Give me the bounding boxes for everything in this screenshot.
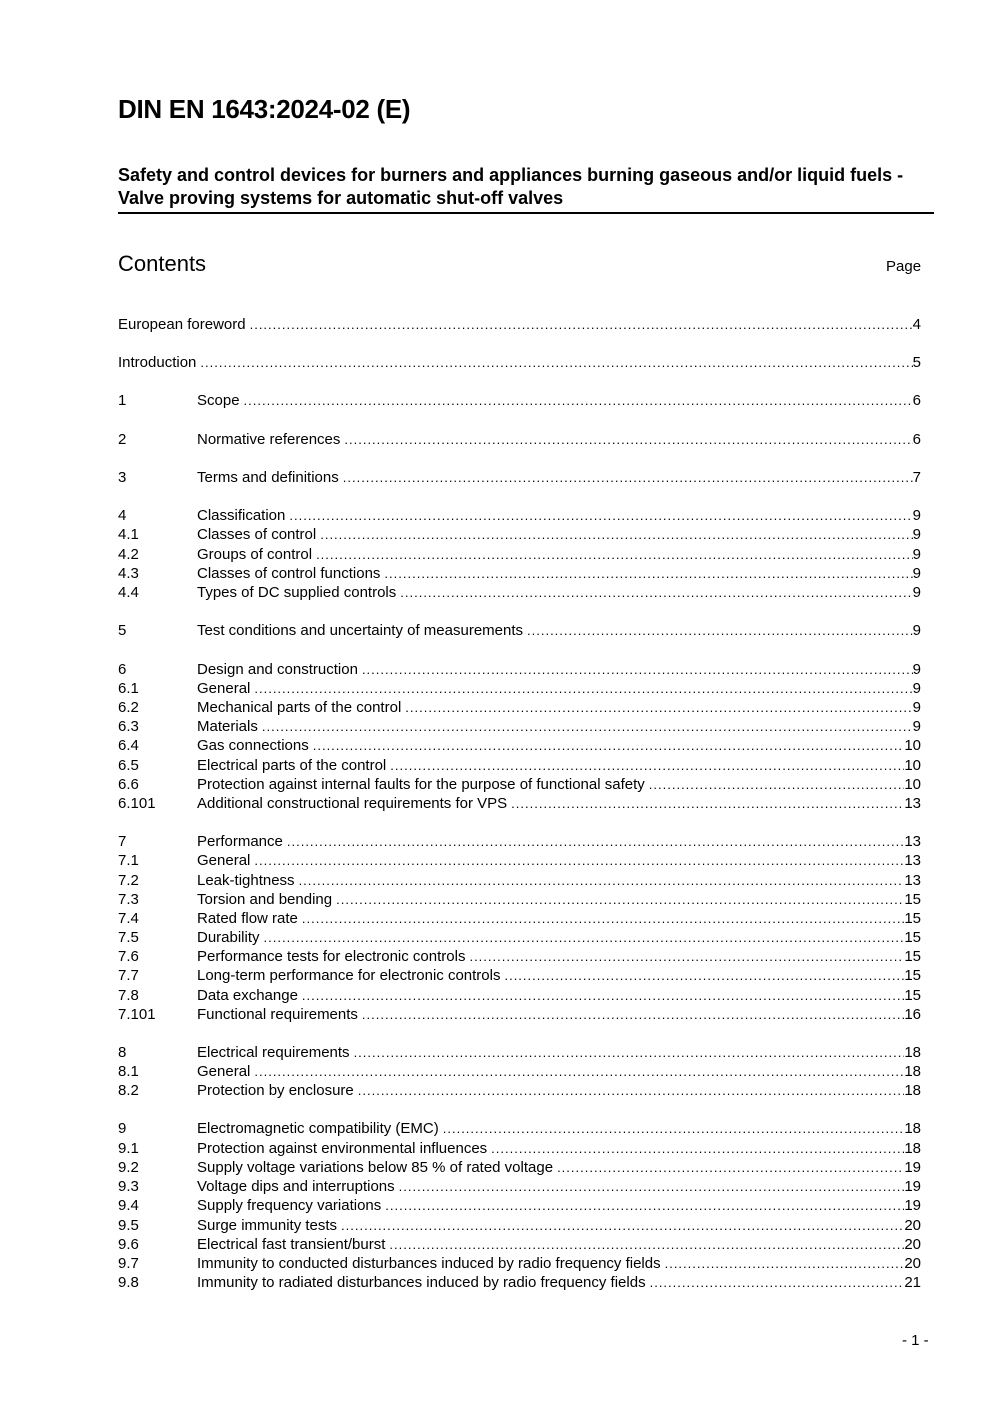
toc-section-number: 9.3 (118, 1178, 139, 1195)
toc-page-number: 18 (904, 1120, 921, 1137)
page-column-label: Page (886, 258, 922, 275)
toc-section-title: Protection by enclosure (197, 1082, 354, 1099)
toc-section-number: 7.1 (118, 852, 139, 869)
toc-section-title: Protection against environmental influences (197, 1140, 488, 1157)
toc-section-number: 4.1 (118, 526, 139, 543)
toc-entry[interactable] (118, 717, 921, 736)
toc-dot-leader (649, 775, 905, 794)
toc-page-number: 6 (912, 431, 921, 448)
toc-section-title: Electromagnetic compatibility (EMC) (197, 1120, 439, 1137)
toc-section-title: Terms and definitions (197, 469, 339, 486)
toc-section-number: 9.4 (118, 1197, 139, 1214)
toc-dot-leader (254, 851, 904, 870)
toc-entry[interactable] (118, 1177, 921, 1196)
toc-section-number: 6.5 (118, 757, 139, 774)
toc-section-title: Additional constructional requirements for VPS (197, 795, 508, 812)
page-number: - 1 - (902, 1332, 929, 1349)
toc-dot-leader (341, 1216, 904, 1235)
toc-section-title: Introduction (118, 354, 197, 371)
toc-section-title: Functional requirements (197, 1006, 358, 1023)
toc-section-number: 4.3 (118, 565, 139, 582)
toc-section-title: Leak-tightness (197, 872, 295, 889)
toc-section-number: 7.7 (118, 967, 139, 984)
toc-section-title: Electrical fast transient/burst (197, 1236, 386, 1253)
toc-page-number: 15 (904, 891, 921, 908)
toc-page-number: 13 (904, 852, 921, 869)
toc-page-number: 15 (904, 967, 921, 984)
toc-dot-leader (557, 1158, 904, 1177)
toc-dot-leader (354, 1043, 905, 1062)
toc-section-title: Rated flow rate (197, 910, 298, 927)
toc-page-number: 20 (904, 1255, 921, 1272)
toc-page-number: 13 (904, 872, 921, 889)
toc-page-number: 9 (912, 680, 921, 697)
toc-dot-leader (313, 736, 905, 755)
toc-dot-leader (287, 832, 904, 851)
toc-dot-leader (385, 1196, 904, 1215)
toc-page-number: 16 (904, 1006, 921, 1023)
toc-section-title: Design and construction (197, 661, 358, 678)
toc-dot-leader (320, 525, 912, 544)
toc-section-number: 7.8 (118, 987, 139, 1004)
toc-dot-leader (262, 717, 913, 736)
toc-section-number: 4 (118, 507, 127, 524)
toc-page-number: 20 (904, 1236, 921, 1253)
toc-page-number: 19 (904, 1197, 921, 1214)
toc-page-number: 10 (904, 757, 921, 774)
toc-page-number: 10 (904, 737, 921, 754)
toc-section-number: 9.8 (118, 1274, 139, 1291)
toc-dot-leader (316, 545, 913, 564)
toc-section-title: Scope (197, 392, 240, 409)
toc-section-title: Data exchange (197, 987, 298, 1004)
toc-entry[interactable] (118, 1062, 921, 1081)
toc-section-number: 6.6 (118, 776, 139, 793)
toc-section-number: 7.6 (118, 948, 139, 965)
toc-section-title: Classes of control (197, 526, 317, 543)
toc-section-title: General (197, 852, 251, 869)
toc-entry[interactable] (118, 871, 921, 890)
toc-page-number: 9 (912, 584, 921, 601)
toc-entry[interactable] (118, 794, 921, 813)
toc-section-number: 9.1 (118, 1140, 139, 1157)
toc-section-title: Torsion and bending (197, 891, 333, 908)
toc-page-number: 15 (904, 910, 921, 927)
toc-dot-leader (511, 794, 904, 813)
toc-section-title: Electrical parts of the control (197, 757, 387, 774)
toc-entry[interactable] (118, 506, 921, 525)
toc-section-number: 8 (118, 1044, 127, 1061)
toc-page-number: 4 (912, 316, 921, 333)
toc-section-title: Immunity to radiated disturbances induced by radio frequency fields (197, 1274, 646, 1291)
toc-page-number: 15 (904, 987, 921, 1004)
toc-page-number: 9 (912, 699, 921, 716)
toc-dot-leader (491, 1139, 904, 1158)
toc-dot-leader (244, 391, 913, 410)
toc-page-number: 13 (904, 833, 921, 850)
toc-section-number: 8.2 (118, 1082, 139, 1099)
toc-entry[interactable] (118, 928, 921, 947)
toc-section-number: 7.2 (118, 872, 139, 889)
toc-page-number: 5 (912, 354, 921, 371)
toc-entry[interactable] (118, 583, 921, 602)
toc-entry[interactable] (118, 1005, 921, 1024)
toc-dot-leader (362, 1005, 904, 1024)
toc-page-number: 18 (904, 1140, 921, 1157)
toc-page-number: 20 (904, 1217, 921, 1234)
toc-section-title: European foreword (118, 316, 246, 333)
toc-section-number: 2 (118, 431, 127, 448)
toc-entry[interactable] (118, 1196, 921, 1215)
contents-heading: Contents (118, 251, 207, 276)
toc-dot-leader (264, 928, 905, 947)
toc-section-title: Types of DC supplied controls (197, 584, 397, 601)
toc-section-number: 9 (118, 1120, 127, 1137)
toc-entry[interactable] (118, 986, 921, 1005)
toc-dot-leader (302, 986, 904, 1005)
toc-section-number: 7.3 (118, 891, 139, 908)
toc-dot-leader (358, 1081, 905, 1100)
toc-dot-leader (254, 679, 912, 698)
toc-dot-leader (302, 909, 904, 928)
toc-page-number: 9 (912, 565, 921, 582)
toc-entry[interactable] (118, 698, 921, 717)
toc-section-number: 7.101 (118, 1006, 156, 1023)
toc-entry[interactable] (118, 679, 921, 698)
toc-page-number: 21 (904, 1274, 921, 1291)
toc-section-title: Mechanical parts of the control (197, 699, 402, 716)
toc-section-title: Groups of control (197, 546, 313, 563)
toc-entry[interactable] (118, 1158, 921, 1177)
toc-entry[interactable] (118, 966, 921, 985)
toc-section-title: Immunity to conducted disturbances induced by radio frequency fields (197, 1255, 661, 1272)
toc-section-number: 9.7 (118, 1255, 139, 1272)
toc-section-number: 4.4 (118, 584, 139, 601)
toc-section-title: General (197, 1063, 251, 1080)
toc-section-number: 6.2 (118, 699, 139, 716)
toc-entry[interactable] (118, 468, 921, 487)
toc-entry[interactable] (118, 1235, 921, 1254)
toc-dot-leader (344, 430, 912, 449)
toc-page-number: 9 (912, 661, 921, 678)
toc-section-title: Long-term performance for electronic controls (197, 967, 501, 984)
toc-entry[interactable] (118, 1043, 921, 1062)
toc-entry[interactable] (118, 947, 921, 966)
toc-section-title: Electrical requirements (197, 1044, 350, 1061)
toc-section-number: 9.6 (118, 1236, 139, 1253)
toc-dot-leader (250, 315, 913, 334)
toc-section-number: 6.1 (118, 680, 139, 697)
toc-section-number: 9.5 (118, 1217, 139, 1234)
toc-section-number: 5 (118, 622, 127, 639)
toc-section-title: Classification (197, 507, 286, 524)
toc-section-title: Durability (197, 929, 260, 946)
toc-entry[interactable] (118, 890, 921, 909)
toc-section-title: Normative references (197, 431, 341, 448)
toc-dot-leader (527, 621, 913, 640)
toc-section-title: Supply frequency variations (197, 1197, 382, 1214)
toc-page-number: 18 (904, 1063, 921, 1080)
toc-section-title: Protection against internal faults for the purpose of functional safety (197, 776, 645, 793)
toc-dot-leader (343, 468, 913, 487)
toc-entry[interactable] (118, 851, 921, 870)
toc-dot-leader (469, 947, 904, 966)
toc-entry[interactable] (118, 621, 921, 640)
toc-page-number: 9 (912, 622, 921, 639)
toc-section-title: Materials (197, 718, 258, 735)
toc-page-number: 7 (912, 469, 921, 486)
toc-page-number: 9 (912, 526, 921, 543)
toc-dot-leader (400, 583, 912, 602)
toc-entry[interactable] (118, 909, 921, 928)
toc-section-title: Supply voltage variations below 85 % of rated voltage (197, 1159, 554, 1176)
toc-entry[interactable] (118, 1273, 921, 1292)
toc-dot-leader (289, 506, 912, 525)
toc-entry[interactable] (118, 545, 921, 564)
toc-section-title: General (197, 680, 251, 697)
toc-dot-leader (650, 1273, 905, 1292)
toc-entry[interactable] (118, 391, 921, 410)
toc-dot-leader (504, 966, 904, 985)
toc-page-number: 6 (912, 392, 921, 409)
toc-dot-leader (390, 756, 904, 775)
toc-section-number: 7 (118, 833, 127, 850)
toc-dot-leader (389, 1235, 904, 1254)
toc-dot-leader (362, 660, 913, 679)
toc-entry[interactable] (118, 564, 921, 583)
toc-page-number: 15 (904, 929, 921, 946)
toc-entry[interactable] (118, 1081, 921, 1100)
toc-page-number: 10 (904, 776, 921, 793)
toc-page-number: 13 (904, 795, 921, 812)
toc-section-title: Test conditions and uncertainty of measurements (197, 622, 524, 639)
toc-entry[interactable] (118, 430, 921, 449)
toc-entry[interactable] (118, 525, 921, 544)
toc-dot-leader (299, 871, 905, 890)
toc-dot-leader (443, 1119, 905, 1138)
document-id: DIN EN 1643:2024-02 (E) (118, 94, 411, 124)
toc-entry[interactable] (118, 353, 921, 372)
toc-dot-leader (200, 353, 912, 372)
toc-section-title: Performance tests for electronic controls (197, 948, 466, 965)
toc-dot-leader (384, 564, 912, 583)
toc-section-number: 7.5 (118, 929, 139, 946)
toc-entry[interactable] (118, 315, 921, 334)
toc-section-title: Classes of control functions (197, 565, 381, 582)
toc-section-number: 3 (118, 469, 127, 486)
toc-section-number: 1 (118, 392, 127, 409)
toc-entry[interactable] (118, 660, 921, 679)
toc-entry[interactable] (118, 736, 921, 755)
toc-dot-leader (665, 1254, 905, 1273)
toc-dot-leader (254, 1062, 904, 1081)
toc-section-number: 6.3 (118, 718, 139, 735)
toc-page-number: 18 (904, 1044, 921, 1061)
toc-page-number: 9 (912, 718, 921, 735)
toc-page-number: 19 (904, 1159, 921, 1176)
toc-entry[interactable] (118, 1216, 921, 1235)
toc-section-number: 6.4 (118, 737, 139, 754)
toc-section-number: 4.2 (118, 546, 139, 563)
toc-section-number: 8.1 (118, 1063, 139, 1080)
toc-section-number: 7.4 (118, 910, 139, 927)
toc-entry[interactable] (118, 1254, 921, 1273)
toc-entry[interactable] (118, 1139, 921, 1158)
toc-entry[interactable] (118, 775, 921, 794)
toc-page-number: 9 (912, 546, 921, 563)
toc-dot-leader (336, 890, 904, 909)
toc-section-number: 9.2 (118, 1159, 139, 1176)
toc-section-number: 6.101 (118, 795, 156, 812)
toc-page-number: 19 (904, 1178, 921, 1195)
toc-section-title: Performance (197, 833, 283, 850)
toc-page-number: 18 (904, 1082, 921, 1099)
toc-entry[interactable] (118, 756, 921, 775)
toc-dot-leader (405, 698, 912, 717)
toc-section-title: Gas connections (197, 737, 309, 754)
toc-entry[interactable] (118, 832, 921, 851)
toc-page-number: 9 (912, 507, 921, 524)
toc-entry[interactable] (118, 1119, 921, 1138)
document-title: Safety and control devices for burners and appliances burning gaseous and/or liquid fuels - Valve proving systems for automatic shut-off valves (118, 164, 934, 214)
toc-section-number: 6 (118, 661, 127, 678)
toc-section-title: Voltage dips and interruptions (197, 1178, 395, 1195)
toc-dot-leader (399, 1177, 905, 1196)
toc-section-title: Surge immunity tests (197, 1217, 338, 1234)
toc-page-number: 15 (904, 948, 921, 965)
